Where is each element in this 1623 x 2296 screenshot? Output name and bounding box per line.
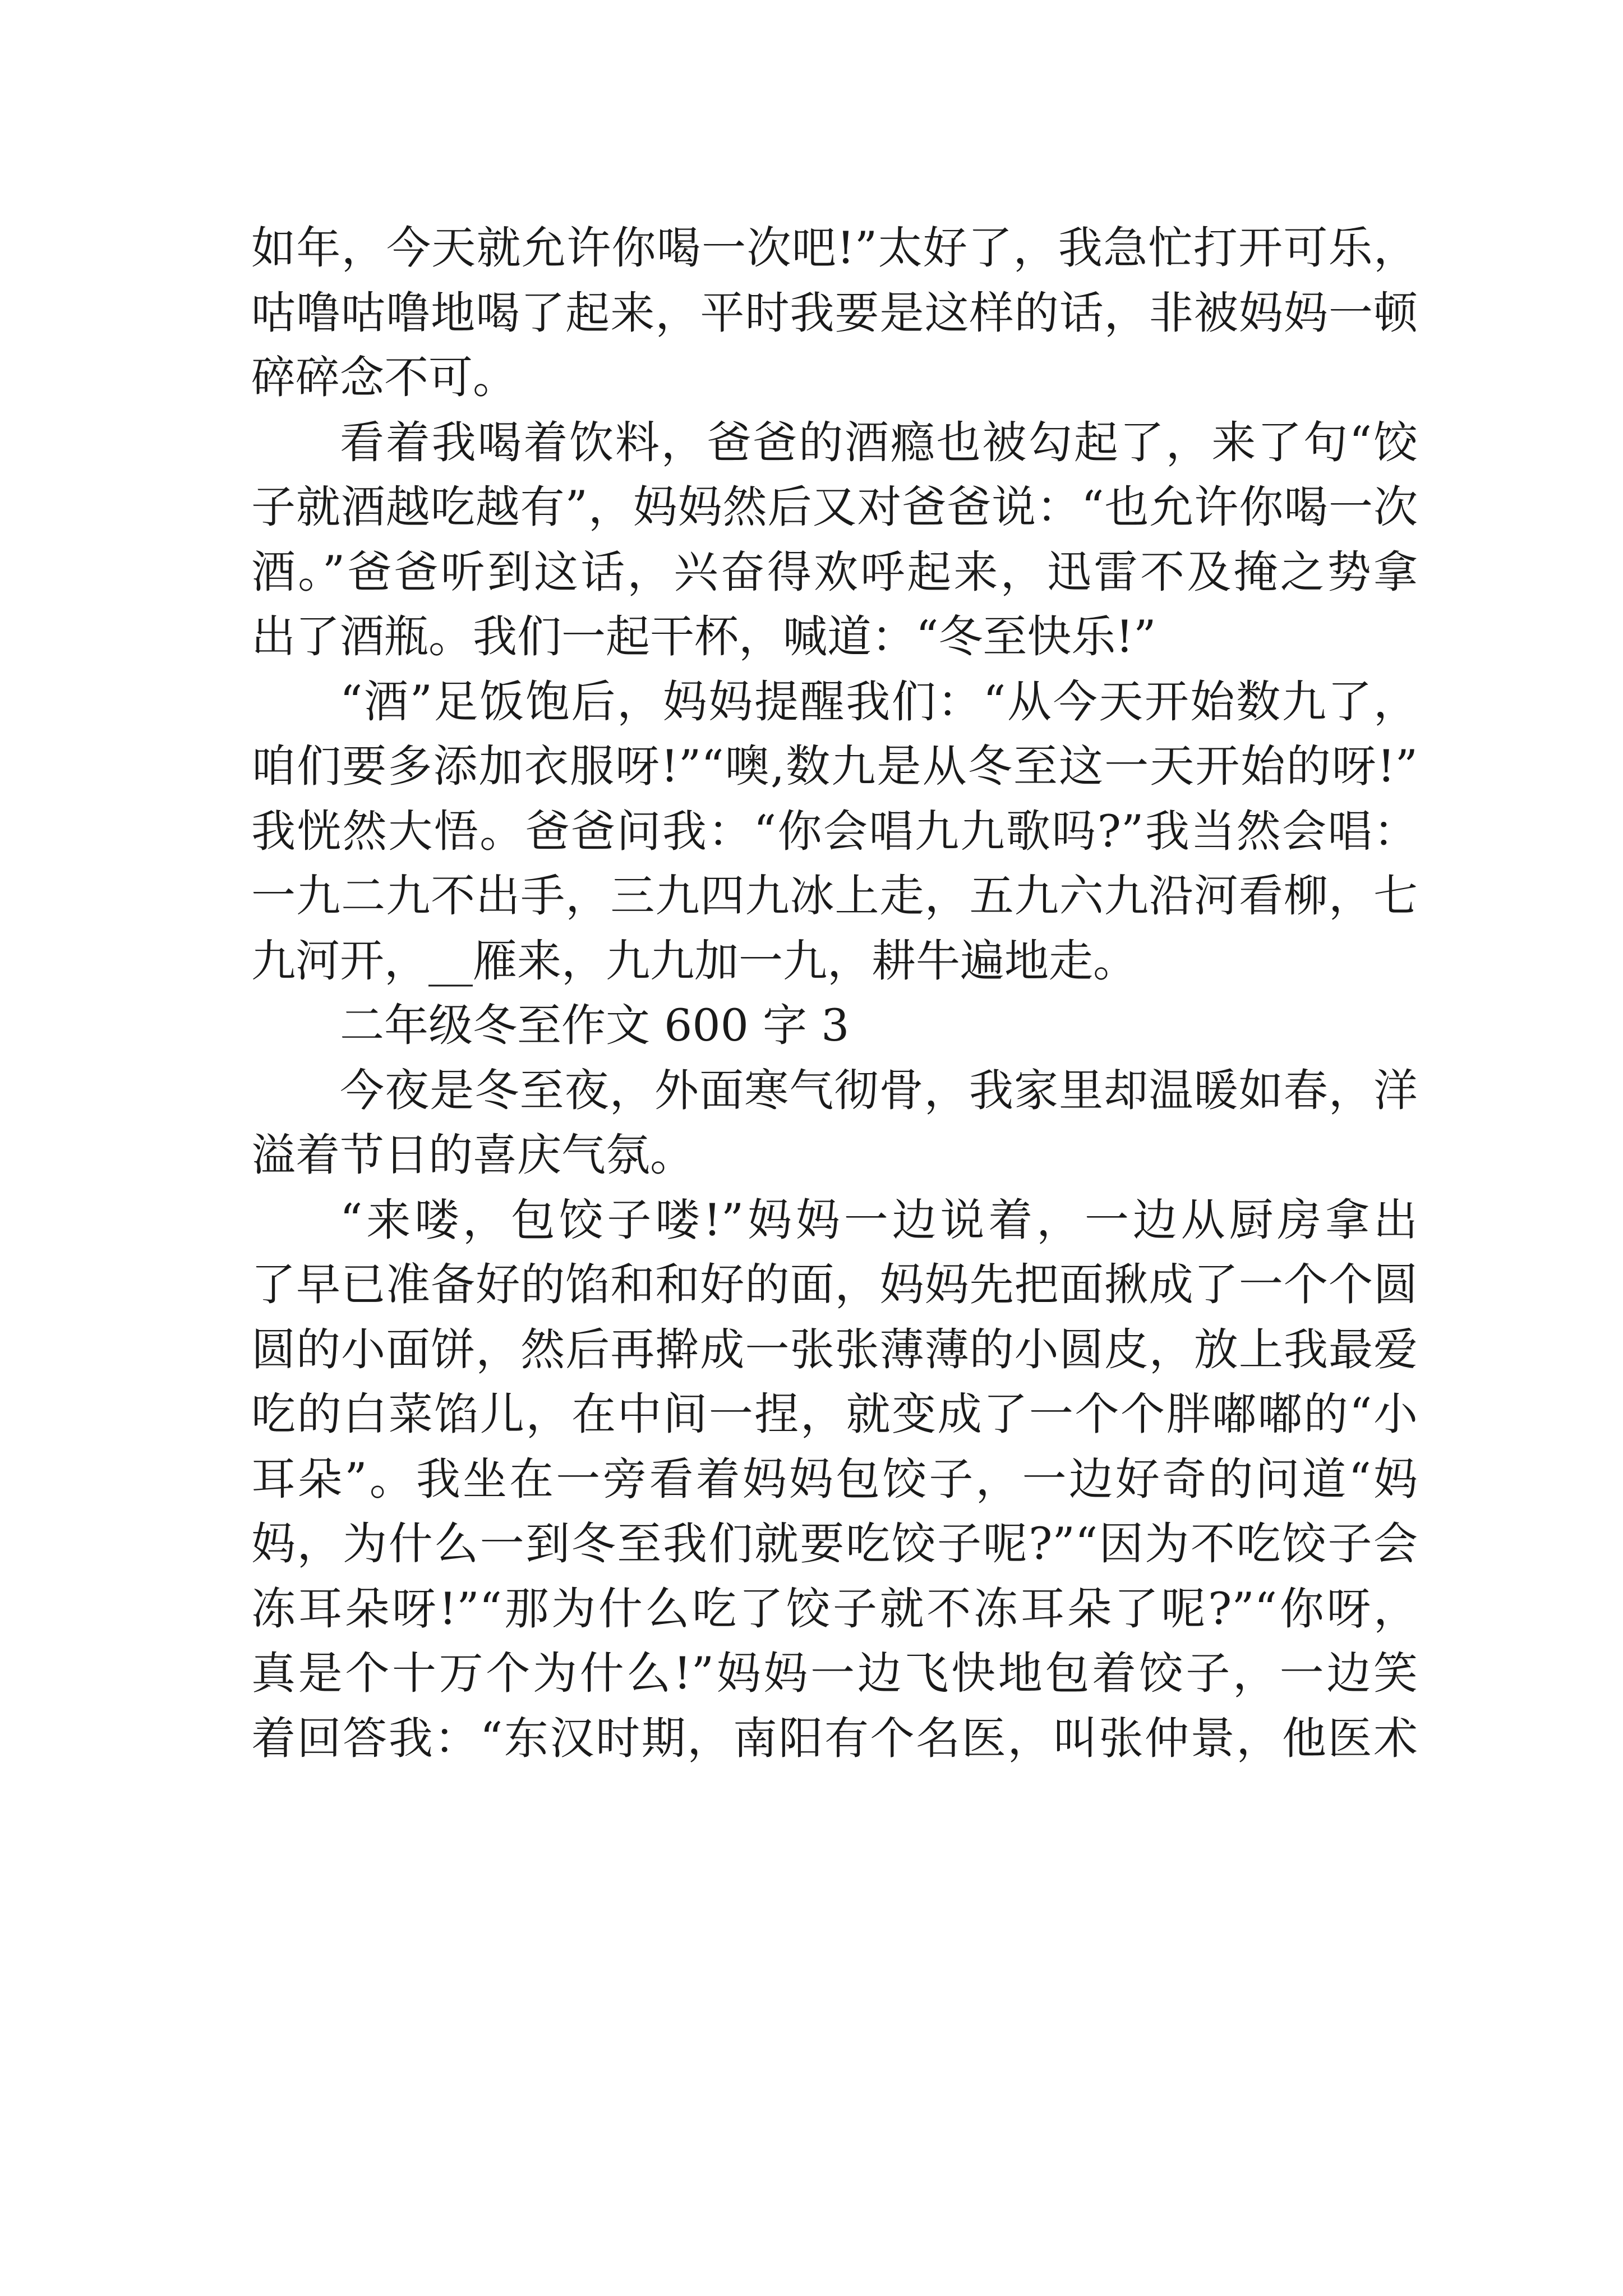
text-line: 着回答我：“东汉时期，南阳有个名医，叫张仲景，他医术 — [251, 1712, 1418, 1764]
text-line: 冻耳朵呀!”“那为什么吃了饺子就不冻耳朵了呢?”“你呀， — [251, 1582, 1418, 1635]
text-line: 真是个十万个为什么!”妈妈一边飞快地包着饺子，一边笑 — [251, 1648, 1418, 1699]
text-line: 了早已准备好的馅和和好的面，妈妈先把面揪成了一个个圆 — [251, 1259, 1418, 1310]
section-heading — [251, 993, 1418, 1059]
heading-line: 二年级冬至作文 600 字 3 — [340, 1000, 850, 1051]
text-line: 如年，今天就允许你喝一次吧!”太好了，我急忙打开可乐， — [251, 222, 1418, 274]
text-line: “酒”足饭饱后，妈妈提醒我们：“从今天开始数九了， — [340, 675, 1418, 728]
text-line: 吃的白菜馅儿，在中间一捏，就变成了一个个胖嘟嘟的“小 — [251, 1388, 1418, 1440]
text-line: 咱们要多添加衣服呀!”“噢,数九是从冬至这一天开始的呀!” — [251, 740, 1418, 792]
text-line: 妈，为什么一到冬至我们就要吃饺子呢?”“因为不吃饺子会 — [251, 1518, 1418, 1570]
text-line: “来喽，包饺子喽!”妈妈一边说着，一边从厨房拿出 — [340, 1194, 1418, 1246]
text-line: 咕噜咕噜地喝了起来，平时我要是这样的话，非被妈妈一顿 — [251, 287, 1418, 339]
paragraph-1 — [251, 216, 1418, 411]
text-line: 今夜是冬至夜，外面寒气彻骨，我家里却温暖如春，洋 — [340, 1064, 1418, 1116]
text-line: 耳朵”。我坐在一旁看着妈妈包饺子，一边好奇的问道“妈 — [251, 1453, 1418, 1505]
text-line: 溢着节日的喜庆气氛。 — [251, 1129, 694, 1181]
text-line: 出了酒瓶。我们一起干杯，喊道：“冬至快乐!” — [251, 611, 1156, 662]
text-line: 圆的小面饼，然后再擀成一张张薄薄的小圆皮，放上我最爱 — [251, 1323, 1418, 1375]
body-text — [251, 216, 1418, 1771]
paragraph-5 — [251, 1188, 1418, 1772]
paragraph-3 — [251, 670, 1418, 994]
text-line: 酒。”爸爸听到这话，兴奋得欢呼起来，迅雷不及掩之势拿 — [251, 546, 1418, 598]
text-line: 看着我喝着饮料，爸爸的酒瘾也被勾起了，来了句“饺 — [340, 416, 1418, 468]
text-line: 子就酒越吃越有”，妈妈然后又对爸爸说：“也允许你喝一次 — [251, 481, 1418, 533]
text-line: 我恍然大悟。爸爸问我：“你会唱九九歌吗?”我当然会唱： — [251, 805, 1418, 857]
paragraph-4 — [251, 1059, 1418, 1188]
text-line: 碎碎念不可。 — [251, 352, 517, 403]
text-line: 九河开，__雁来，九九加一九，耕牛遍地走。 — [251, 935, 1137, 987]
text-line: 一九二九不出手，三九四九冰上走，五九六九沿河看柳，七 — [251, 870, 1418, 922]
paragraph-2 — [251, 411, 1418, 670]
